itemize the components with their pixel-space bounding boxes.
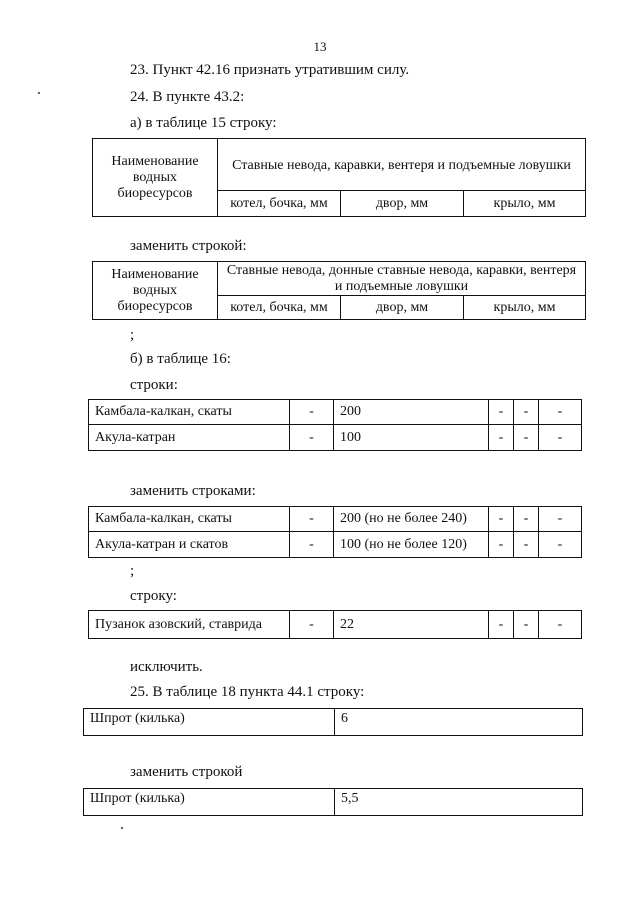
species-cell: Пузанок азовский, ставрида (89, 611, 290, 639)
value-cell: - (514, 425, 539, 451)
name-header: Наименование водных биоресурсов (93, 262, 218, 320)
replace-row-text: заменить строкой: (130, 238, 247, 254)
species-cell: Акула-катран и скатов (89, 532, 290, 558)
name-header: Наименование водных биоресурсов (93, 139, 218, 217)
replace-row-text-2: заменить строкой (130, 764, 243, 780)
replace-rows-text: заменить строками: (130, 483, 256, 499)
value-cell: - (514, 507, 539, 532)
value-cell: - (514, 611, 539, 639)
table15-new (92, 261, 586, 320)
table16-remove (88, 610, 582, 639)
species-cell: Шпрот (килька) (84, 789, 335, 816)
value-cell: - (290, 532, 334, 558)
gear-header: Ставные невода, каравки, вентеря и подъемные ловушки (218, 139, 586, 191)
value-cell: - (514, 400, 539, 425)
value-cell: - (290, 611, 334, 639)
value-cell: 5,5 (335, 789, 583, 816)
rows-text: строки: (130, 377, 178, 393)
table18-old (83, 708, 583, 736)
page-number: 13 (313, 39, 327, 54)
table16-old (88, 399, 582, 451)
value-cell: - (489, 532, 514, 558)
paragraph-24: 24. В пункте 43.2: (130, 89, 245, 105)
value-cell: - (489, 400, 514, 425)
value-cell: 6 (335, 709, 583, 736)
value-cell: - (539, 400, 582, 425)
col-dvor: двор, мм (341, 296, 464, 320)
table16-new (88, 506, 582, 558)
value-cell: - (539, 611, 582, 639)
value-cell: - (290, 400, 334, 425)
value-cell: 200 (но не более 240) (334, 507, 489, 532)
table-row (89, 425, 582, 451)
table-row (89, 611, 582, 639)
value-cell: - (489, 425, 514, 451)
paragraph-25: 25. В таблице 18 пункта 44.1 строку: (130, 684, 365, 700)
paragraph-a: а) в таблице 15 строку: (130, 115, 277, 131)
col-kotel: котел, бочка, мм (218, 296, 341, 320)
exclude-text: исключить. (130, 659, 203, 675)
semicolon: ; (130, 563, 135, 579)
value-cell: - (539, 532, 582, 558)
value-cell: 100 (но не более 120) (334, 532, 489, 558)
value-cell: 22 (334, 611, 489, 639)
paragraph-b: б) в таблице 16: (130, 351, 231, 367)
col-kotel: котел, бочка, мм (218, 191, 341, 217)
table15-old (92, 138, 586, 217)
value-cell: 200 (334, 400, 489, 425)
col-krylo: крыло, мм (464, 191, 586, 217)
species-cell: Камбала-калкан, скаты (89, 400, 290, 425)
gear-header: Ставные невода, донные ставные невода, каравки, вентеря и подъемные ловушки (218, 262, 586, 296)
scan-speck (38, 92, 40, 94)
scan-speck (121, 827, 123, 829)
col-dvor: двор, мм (341, 191, 464, 217)
value-cell: - (290, 507, 334, 532)
table-row (89, 507, 582, 532)
value-cell: - (539, 507, 582, 532)
row-text: строку: (130, 588, 177, 604)
col-krylo: крыло, мм (464, 296, 586, 320)
table18-new (83, 788, 583, 816)
value-cell: - (489, 611, 514, 639)
semicolon: ; (130, 327, 135, 343)
paragraph-23: 23. Пункт 42.16 признать утратившим силу. (130, 62, 410, 78)
value-cell: - (489, 507, 514, 532)
table-row (89, 532, 582, 558)
value-cell: 100 (334, 425, 489, 451)
species-cell: Акула-катран (89, 425, 290, 451)
species-cell: Шпрот (килька) (84, 709, 335, 736)
value-cell: - (514, 532, 539, 558)
value-cell: - (290, 425, 334, 451)
species-cell: Камбала-калкан, скаты (89, 507, 290, 532)
table-row (84, 789, 583, 816)
table-row (89, 400, 582, 425)
value-cell: - (539, 425, 582, 451)
table-row (84, 709, 583, 736)
